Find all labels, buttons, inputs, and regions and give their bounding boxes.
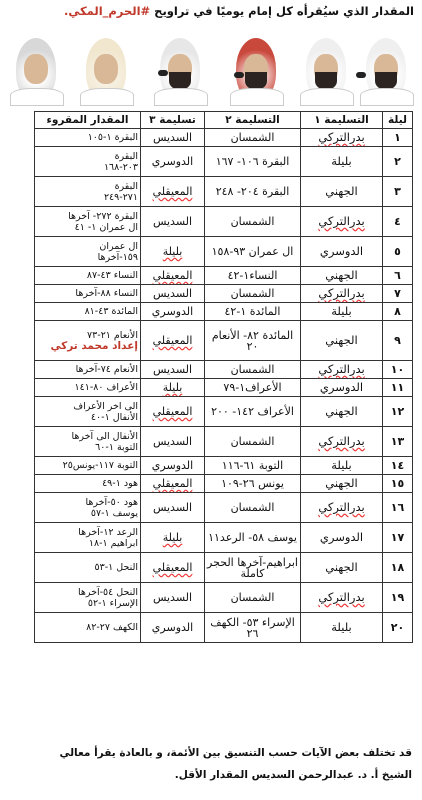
imam-photo-1 xyxy=(6,36,66,104)
night-number: ٤ xyxy=(383,207,413,237)
tasleema-1-cell: الجهني xyxy=(301,177,383,207)
footer-line-1: قد تختلف بعض الآيات حسب التنسيق بين الأئمة، و بالعادة يقرأ معالي xyxy=(59,747,412,759)
amount-line: التوبة ١-٦٠ xyxy=(95,441,138,453)
tasleema-3-cell: الدوسري xyxy=(141,303,205,321)
table-row xyxy=(35,285,413,303)
tasleema-1-cell: بليلة xyxy=(301,303,383,321)
night-number: ١٠ xyxy=(383,361,413,379)
amount-line: النساء ٨٨-آخرها xyxy=(75,288,138,299)
amount-cell xyxy=(35,523,141,553)
header-night: ليلة xyxy=(383,112,413,129)
footer-line-2: الشيخ أ. د. عبدالرحمن السديس المقدار الأقل. xyxy=(174,769,412,781)
tasleema-3-cell: السديس xyxy=(141,129,205,147)
tasleema-3-cell: السديس xyxy=(141,207,205,237)
tasleema-2-cell: الشمسان xyxy=(205,129,301,147)
tasleema-1-cell: بدرالتركي xyxy=(301,207,383,237)
amount-line: الأنفال الى آخرها xyxy=(71,430,138,442)
amount-line: الأنعام ٧٤-آخرها xyxy=(75,364,138,375)
header-tasleema-3: تسليمة ٣ xyxy=(141,112,205,129)
tasleema-1-cell: بدرالتركي xyxy=(301,583,383,613)
tasleema-1-cell: بدرالتركي xyxy=(301,129,383,147)
amount-line: التوبة ١١٧-يونس٢٥ xyxy=(62,460,138,471)
amount-line: ٢٠٣-١٦٨ xyxy=(103,161,138,173)
amount-cell xyxy=(35,321,141,361)
amount-line: البقرة ٢٧٢- آخرها xyxy=(68,210,138,222)
night-number: ١١ xyxy=(383,379,413,397)
amount-line: البقرة ١-١٠٥ xyxy=(87,132,138,143)
tasleema-2-cell: البقرة ١٠٦- ١٦٧ xyxy=(205,147,301,177)
tasleema-1-cell: بليلة xyxy=(301,147,383,177)
robe-3 xyxy=(154,88,208,106)
table-row xyxy=(35,147,413,177)
tasleema-2-cell: النساء١-٤٢ xyxy=(205,267,301,285)
table-row xyxy=(35,267,413,285)
table-body xyxy=(35,129,413,643)
table-row xyxy=(35,321,413,361)
tasleema-3-cell: المعيقلي xyxy=(141,553,205,583)
tasleema-3-cell: بليلة xyxy=(141,379,205,397)
robe-1 xyxy=(10,88,64,106)
tasleema-2-cell: الأعراف ١٤٢- ٢٠٠ xyxy=(205,397,301,427)
amount-cell xyxy=(35,285,141,303)
microphone-icon xyxy=(234,72,244,78)
robe-4 xyxy=(230,88,284,106)
amount-line: النحل ٥٤-آخرها xyxy=(77,586,138,598)
night-number: ٦ xyxy=(383,267,413,285)
tasleema-1-cell: بدرالتركي xyxy=(301,493,383,523)
night-number: ١٤ xyxy=(383,457,413,475)
tasleema-3-cell: السديس xyxy=(141,493,205,523)
tasleema-1-cell: الجهني xyxy=(301,553,383,583)
amount-cell xyxy=(35,147,141,177)
footer-note xyxy=(10,742,412,786)
table-row xyxy=(35,493,413,523)
table-row xyxy=(35,379,413,397)
night-number: ١٧ xyxy=(383,523,413,553)
night-number: ١ xyxy=(383,129,413,147)
imam-photo-3 xyxy=(150,36,210,104)
amount-line: ١٥٩-آخرها xyxy=(97,251,138,263)
amount-cell xyxy=(35,303,141,321)
table-header-row xyxy=(35,112,413,129)
amount-cell xyxy=(35,267,141,285)
amount-line: الإسراء ١-٥٢ xyxy=(87,597,138,609)
tasleema-3-cell: الدوسري xyxy=(141,457,205,475)
tasleema-2-cell: ال عمران ٩٣-١٥٨ xyxy=(205,237,301,267)
tasleema-2-cell: الشمسان xyxy=(205,583,301,613)
amount-cell xyxy=(35,361,141,379)
amount-cell xyxy=(35,397,141,427)
night-number: ١٢ xyxy=(383,397,413,427)
imam-photo-4 xyxy=(226,36,286,104)
amount-line: المائدة ٤٣-٨١ xyxy=(84,306,138,317)
amount-cell xyxy=(35,457,141,475)
tasleema-2-cell: ابراهيم-آخرها الحجر كاملة xyxy=(205,553,301,583)
schedule-table xyxy=(34,111,413,643)
tasleema-1-cell: بدرالتركي xyxy=(301,361,383,379)
table-row xyxy=(35,129,413,147)
tasleema-1-cell: الجهني xyxy=(301,321,383,361)
night-number: ١٩ xyxy=(383,583,413,613)
table-row xyxy=(35,237,413,267)
title-text: المقدار الذي سيُقرأه كل إمام يوميًا في تراويح xyxy=(150,4,414,18)
tasleema-3-cell: المعيقلي xyxy=(141,267,205,285)
tasleema-3-cell: السديس xyxy=(141,285,205,303)
amount-cell xyxy=(35,379,141,397)
table-row xyxy=(35,583,413,613)
table-row xyxy=(35,457,413,475)
night-number: ١٥ xyxy=(383,475,413,493)
amount-cell xyxy=(35,553,141,583)
tasleema-3-cell: السديس xyxy=(141,427,205,457)
tasleema-3-cell: بليلة xyxy=(141,523,205,553)
face-2 xyxy=(94,54,118,84)
imam-photo-2 xyxy=(76,36,136,104)
night-number: ٧ xyxy=(383,285,413,303)
tasleema-1-cell: الجهني xyxy=(301,397,383,427)
amount-cell xyxy=(35,237,141,267)
amount-cell xyxy=(35,583,141,613)
table-row xyxy=(35,475,413,493)
amount-line: البقرة xyxy=(114,150,138,162)
tasleema-3-cell: المعيقلي xyxy=(141,177,205,207)
amount-cell xyxy=(35,427,141,457)
night-number: ٣ xyxy=(383,177,413,207)
amount-line: النحل ١-٥٣ xyxy=(94,562,138,573)
tasleema-1-cell: بليلة xyxy=(301,457,383,475)
amount-line: ال عمران xyxy=(99,240,138,252)
night-number: ١٦ xyxy=(383,493,413,523)
tasleema-3-cell: السديس xyxy=(141,361,205,379)
imam-photo-6 xyxy=(356,36,416,104)
microphone-icon xyxy=(356,72,366,78)
credit-label: إعداد محمد تركي xyxy=(50,339,138,352)
tasleema-3-cell: المعيقلي xyxy=(141,475,205,493)
night-number: ٥ xyxy=(383,237,413,267)
tasleema-2-cell: الشمسان xyxy=(205,493,301,523)
amount-cell xyxy=(35,475,141,493)
tasleema-1-cell: الدوسري xyxy=(301,523,383,553)
amount-line: الكهف ٢٧-٨٢ xyxy=(86,622,138,633)
amount-line: هود ٥٠-آخرها xyxy=(85,496,138,508)
tasleema-2-cell: البقرة ٢٠٤- ٢٤٨ xyxy=(205,177,301,207)
amount-line: ابراهيم ١-١٨ xyxy=(88,537,138,549)
night-number: ١٣ xyxy=(383,427,413,457)
tasleema-2-cell: التوبة ٦١-١١٦ xyxy=(205,457,301,475)
title-hashtag: #الحرم_المكي. xyxy=(63,4,151,18)
tasleema-2-cell: الشمسان xyxy=(205,207,301,237)
table-row xyxy=(35,397,413,427)
page-title xyxy=(8,4,414,18)
amount-line: هود ١-٤٩ xyxy=(102,478,138,489)
tasleema-2-cell: الإسراء ٥٣- الكهف ٢٦ xyxy=(205,613,301,643)
table-row xyxy=(35,523,413,553)
table-row xyxy=(35,361,413,379)
robe-2 xyxy=(80,88,134,106)
amount-cell xyxy=(35,129,141,147)
tasleema-1-cell: الجهني xyxy=(301,267,383,285)
night-number: ١٨ xyxy=(383,553,413,583)
tasleema-2-cell: المائدة ١-٤٢ xyxy=(205,303,301,321)
amount-line: النساء ٤٣-٨٧ xyxy=(86,270,138,281)
night-number: ٢ xyxy=(383,147,413,177)
robe-5 xyxy=(300,88,354,106)
tasleema-3-cell: المعيقلي xyxy=(141,321,205,361)
tasleema-2-cell: الشمسان xyxy=(205,427,301,457)
table-row xyxy=(35,177,413,207)
night-number: ٩ xyxy=(383,321,413,361)
tasleema-1-cell: بليلة xyxy=(301,613,383,643)
tasleema-2-cell: يونس ٢٦-١٠٩ xyxy=(205,475,301,493)
amount-line: ال عمران ١- ٤١ xyxy=(74,221,138,233)
tasleema-1-cell: الدوسري xyxy=(301,379,383,397)
amount-line: الأعراف ٨٠-١٤١ xyxy=(74,382,138,393)
tasleema-3-cell: بليلة xyxy=(141,237,205,267)
amount-cell xyxy=(35,207,141,237)
night-number: ٢٠ xyxy=(383,613,413,643)
amount-line: البقرة xyxy=(114,180,138,192)
amount-line: الأنفال ١-٤٠ xyxy=(90,411,138,423)
tasleema-1-cell: بدرالتركي xyxy=(301,427,383,457)
amount-line: يوسف ١-٥٧ xyxy=(90,507,138,519)
table-row xyxy=(35,613,413,643)
tasleema-1-cell: الدوسري xyxy=(301,237,383,267)
header-tasleema-1: التسليمة ١ xyxy=(301,112,383,129)
tasleema-2-cell: الشمسان xyxy=(205,361,301,379)
tasleema-3-cell: الدوسري xyxy=(141,613,205,643)
table-row xyxy=(35,553,413,583)
amount-cell xyxy=(35,177,141,207)
header-tasleema-2: التسليمة ٢ xyxy=(205,112,301,129)
tasleema-2-cell: الشمسان xyxy=(205,285,301,303)
tasleema-3-cell: الدوسري xyxy=(141,147,205,177)
tasleema-2-cell: الأعراف١-٧٩ xyxy=(205,379,301,397)
tasleema-3-cell: المعيقلي xyxy=(141,397,205,427)
amount-line: الأنعام ٢١-٧٣ xyxy=(87,329,138,341)
table-row xyxy=(35,303,413,321)
robe-6 xyxy=(360,88,414,106)
amount-line: الى اخر الأعراف xyxy=(73,400,138,412)
imams-photo-strip xyxy=(0,32,422,104)
amount-line: الرعد ١٢-آخرها xyxy=(78,526,138,538)
amount-cell xyxy=(35,613,141,643)
tasleema-1-cell: بدرالتركي xyxy=(301,285,383,303)
tasleema-3-cell: السديس xyxy=(141,583,205,613)
table-row xyxy=(35,427,413,457)
tasleema-2-cell: يوسف ٥٨- الرعد١١ xyxy=(205,523,301,553)
imam-photo-5 xyxy=(296,36,356,104)
table-row xyxy=(35,207,413,237)
microphone-icon xyxy=(158,70,168,76)
tasleema-2-cell: المائدة ٨٢- الأنعام ٢٠ xyxy=(205,321,301,361)
tasleema-1-cell: الجهني xyxy=(301,475,383,493)
amount-line: ٢٧١-٢٤٩ xyxy=(103,191,138,203)
header-amount: المقدار المقروء xyxy=(35,112,141,129)
face-1 xyxy=(24,54,48,84)
amount-cell xyxy=(35,493,141,523)
night-number: ٨ xyxy=(383,303,413,321)
